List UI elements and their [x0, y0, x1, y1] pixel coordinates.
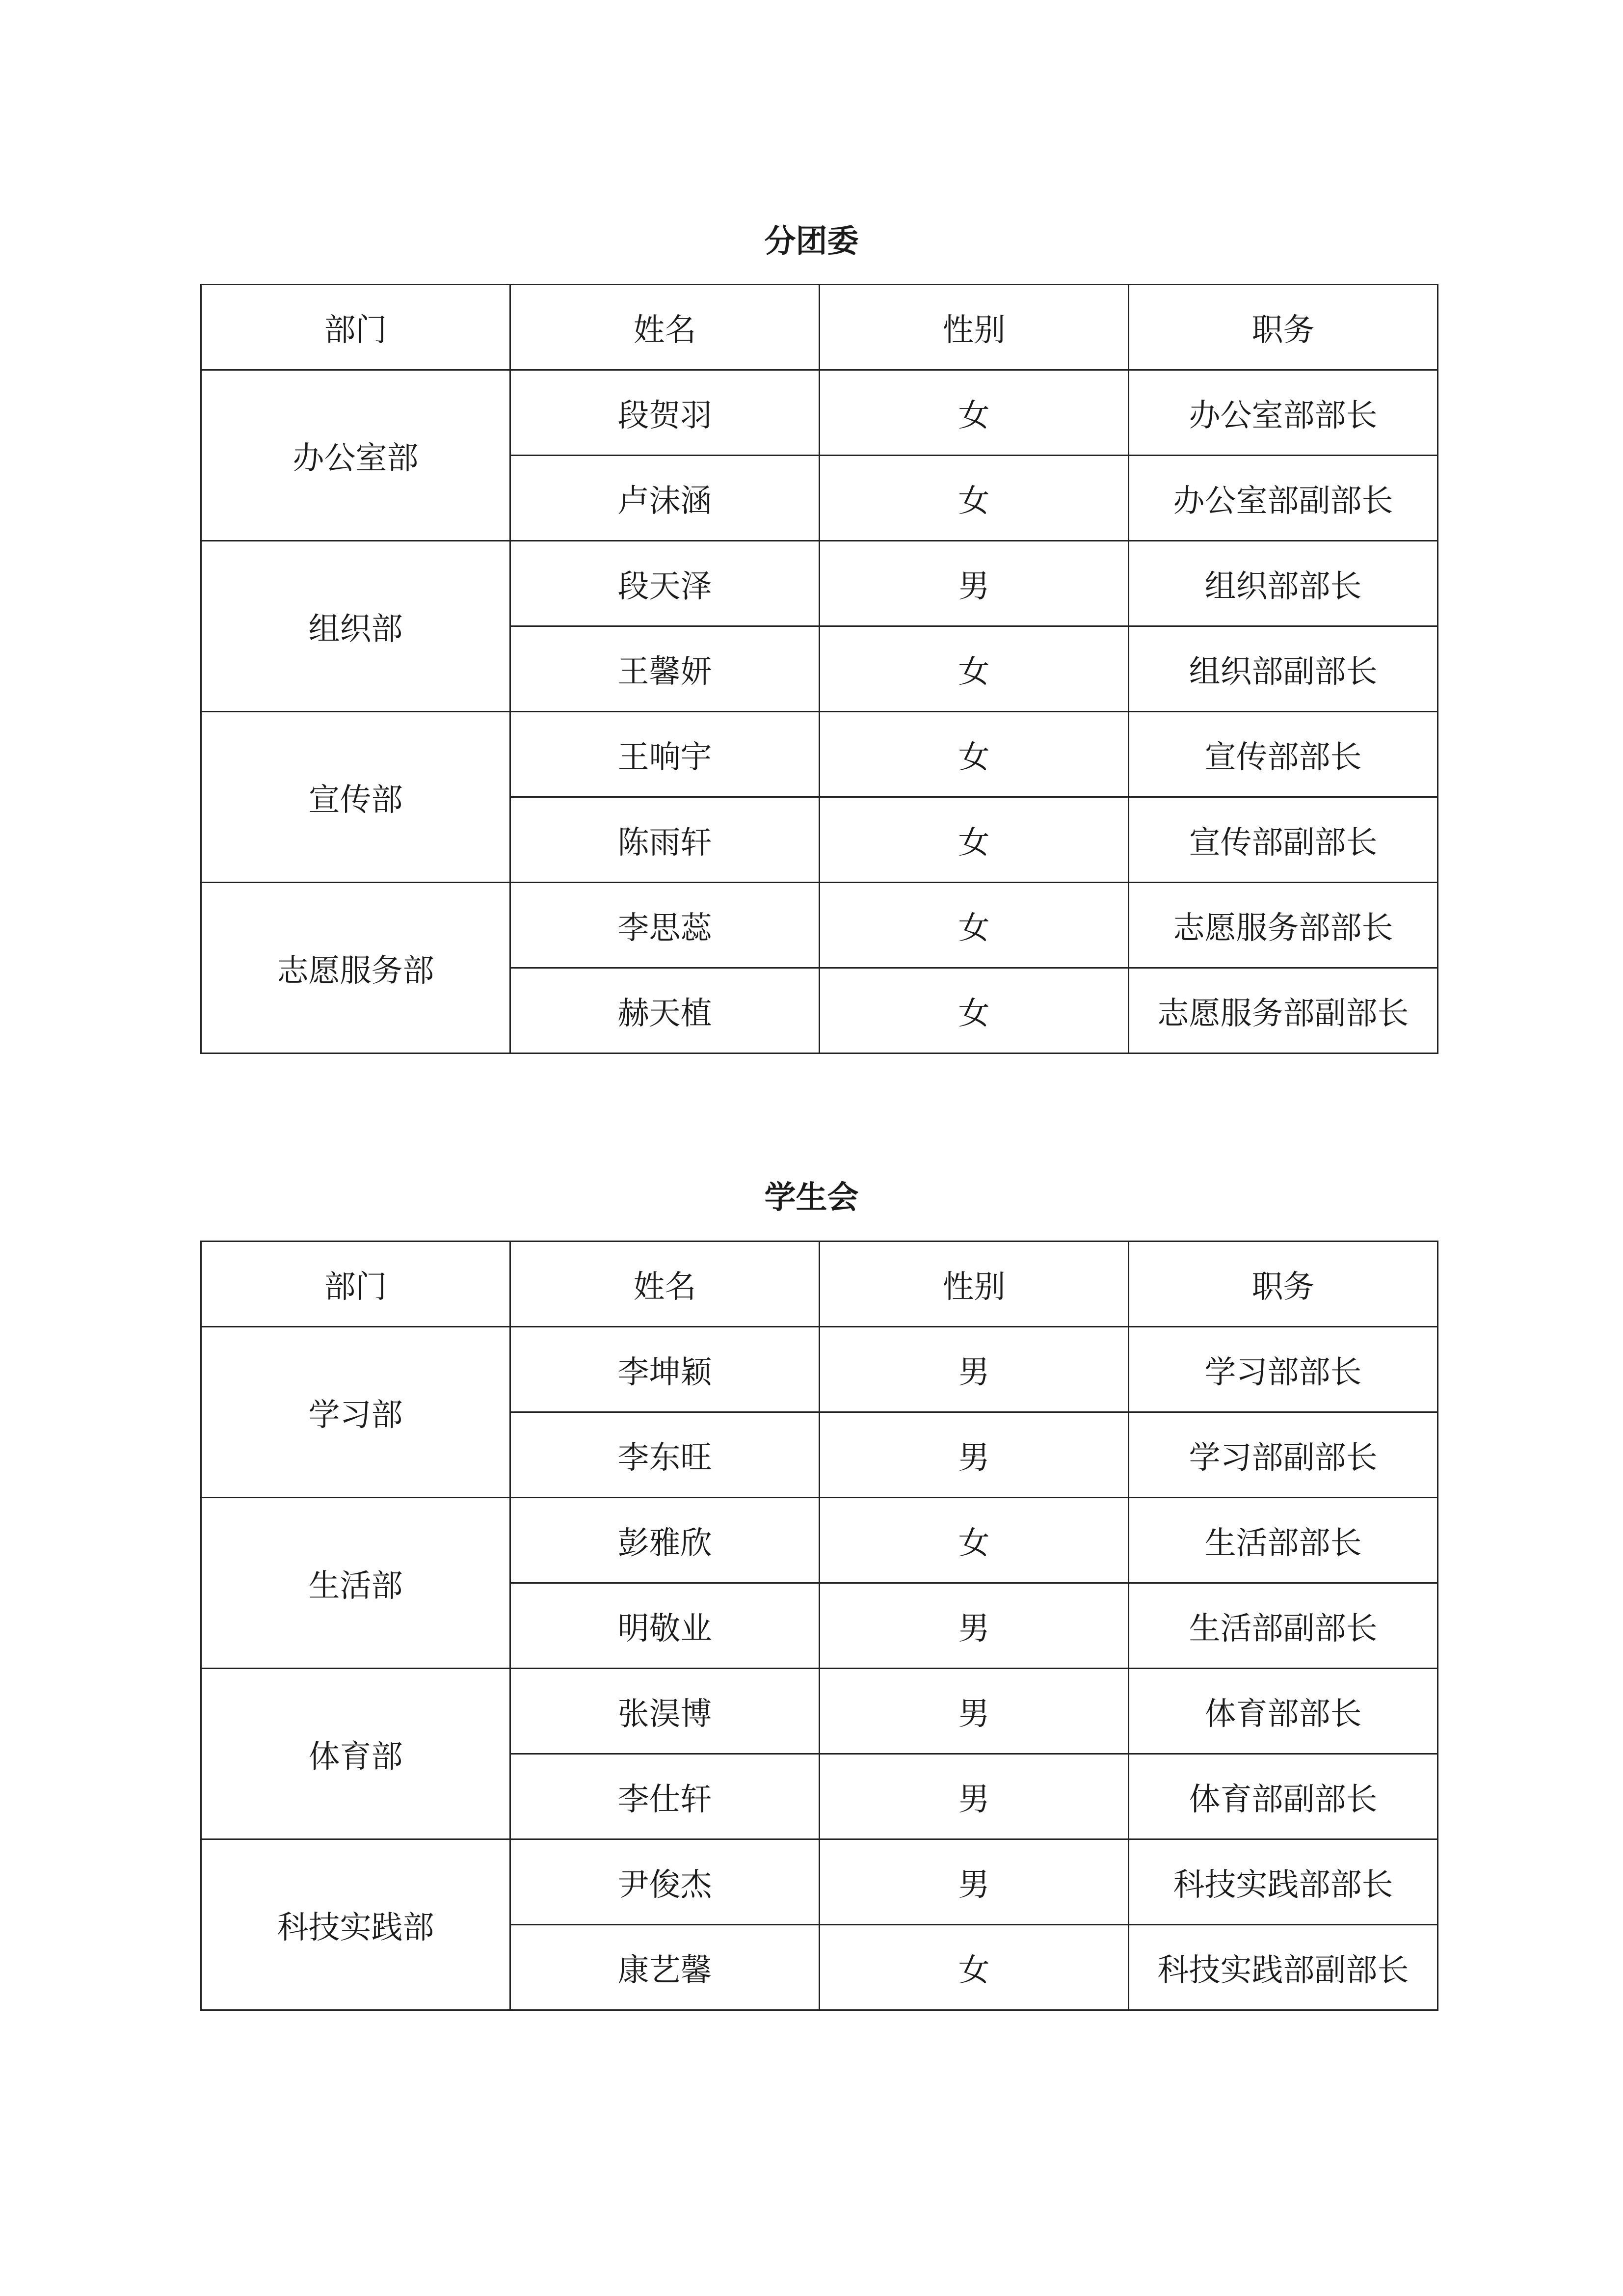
position-cell: 体育部部长 [1129, 1669, 1438, 1754]
position-cell: 科技实践部部长 [1129, 1839, 1438, 1925]
section-title: 学生会 [764, 1180, 859, 1216]
gender-cell: 女 [820, 370, 1129, 456]
department-cell: 办公室部 [201, 370, 510, 541]
gender-cell: 女 [820, 456, 1129, 541]
position-cell: 生活部副部长 [1129, 1583, 1438, 1669]
table-row [201, 370, 1438, 456]
table-row [201, 1669, 1438, 1754]
roster-table [200, 284, 1438, 1054]
name-cell: 段天泽 [510, 541, 820, 626]
position-cell: 志愿服务部部长 [1129, 883, 1438, 968]
gender-cell: 女 [820, 883, 1129, 968]
header-row [201, 1242, 1438, 1327]
position-cell: 学习部部长 [1129, 1327, 1438, 1412]
name-cell: 李东旺 [510, 1412, 820, 1498]
header-name: 姓名 [510, 285, 820, 370]
table-row [201, 883, 1438, 968]
position-cell: 宣传部部长 [1129, 712, 1438, 797]
gender-cell: 女 [820, 797, 1129, 883]
position-cell: 学习部副部长 [1129, 1412, 1438, 1498]
header-gender: 性别 [820, 1242, 1129, 1327]
department-cell: 志愿服务部 [201, 883, 510, 1053]
gender-cell: 男 [820, 1839, 1129, 1925]
gender-cell: 男 [820, 541, 1129, 626]
name-cell: 彭雅欣 [510, 1498, 820, 1583]
gender-cell: 女 [820, 1925, 1129, 2010]
name-cell: 明敬业 [510, 1583, 820, 1669]
position-cell: 办公室部副部长 [1129, 456, 1438, 541]
name-cell: 陈雨轩 [510, 797, 820, 883]
header-gender: 性别 [820, 285, 1129, 370]
header-department: 部门 [201, 285, 510, 370]
position-cell: 生活部部长 [1129, 1498, 1438, 1583]
gender-cell: 女 [820, 712, 1129, 797]
header-position: 职务 [1129, 1242, 1438, 1327]
name-cell: 李思蕊 [510, 883, 820, 968]
gender-cell: 女 [820, 968, 1129, 1053]
table-row [201, 1327, 1438, 1412]
position-cell: 组织部副部长 [1129, 626, 1438, 712]
name-cell: 康艺馨 [510, 1925, 820, 2010]
position-cell: 体育部副部长 [1129, 1754, 1438, 1839]
position-cell: 宣传部副部长 [1129, 797, 1438, 883]
header-department: 部门 [201, 1242, 510, 1327]
position-cell: 组织部部长 [1129, 541, 1438, 626]
header-name: 姓名 [510, 1242, 820, 1327]
name-cell: 张淏博 [510, 1669, 820, 1754]
gender-cell: 女 [820, 626, 1129, 712]
gender-cell: 男 [820, 1754, 1129, 1839]
position-cell: 科技实践部副部长 [1129, 1925, 1438, 2010]
gender-cell: 男 [820, 1669, 1129, 1754]
department-cell: 生活部 [201, 1498, 510, 1669]
name-cell: 王馨妍 [510, 626, 820, 712]
gender-cell: 男 [820, 1412, 1129, 1498]
table-row [201, 1498, 1438, 1583]
position-cell: 办公室部部长 [1129, 370, 1438, 456]
department-cell: 宣传部 [201, 712, 510, 883]
table-row [201, 712, 1438, 797]
header-row [201, 285, 1438, 370]
name-cell: 段贺羽 [510, 370, 820, 456]
name-cell: 王响宇 [510, 712, 820, 797]
name-cell: 卢沫涵 [510, 456, 820, 541]
department-cell: 学习部 [201, 1327, 510, 1498]
name-cell: 李仕轩 [510, 1754, 820, 1839]
table-row [201, 1839, 1438, 1925]
department-cell: 组织部 [201, 541, 510, 712]
position-cell: 志愿服务部副部长 [1129, 968, 1438, 1053]
table-row [201, 541, 1438, 626]
gender-cell: 男 [820, 1583, 1129, 1669]
roster-table [200, 1241, 1438, 2011]
section-title: 分团委 [764, 223, 859, 260]
name-cell: 李坤颖 [510, 1327, 820, 1412]
gender-cell: 女 [820, 1498, 1129, 1583]
department-cell: 体育部 [201, 1669, 510, 1839]
gender-cell: 男 [820, 1327, 1129, 1412]
department-cell: 科技实践部 [201, 1839, 510, 2010]
name-cell: 赫天植 [510, 968, 820, 1053]
name-cell: 尹俊杰 [510, 1839, 820, 1925]
header-position: 职务 [1129, 285, 1438, 370]
